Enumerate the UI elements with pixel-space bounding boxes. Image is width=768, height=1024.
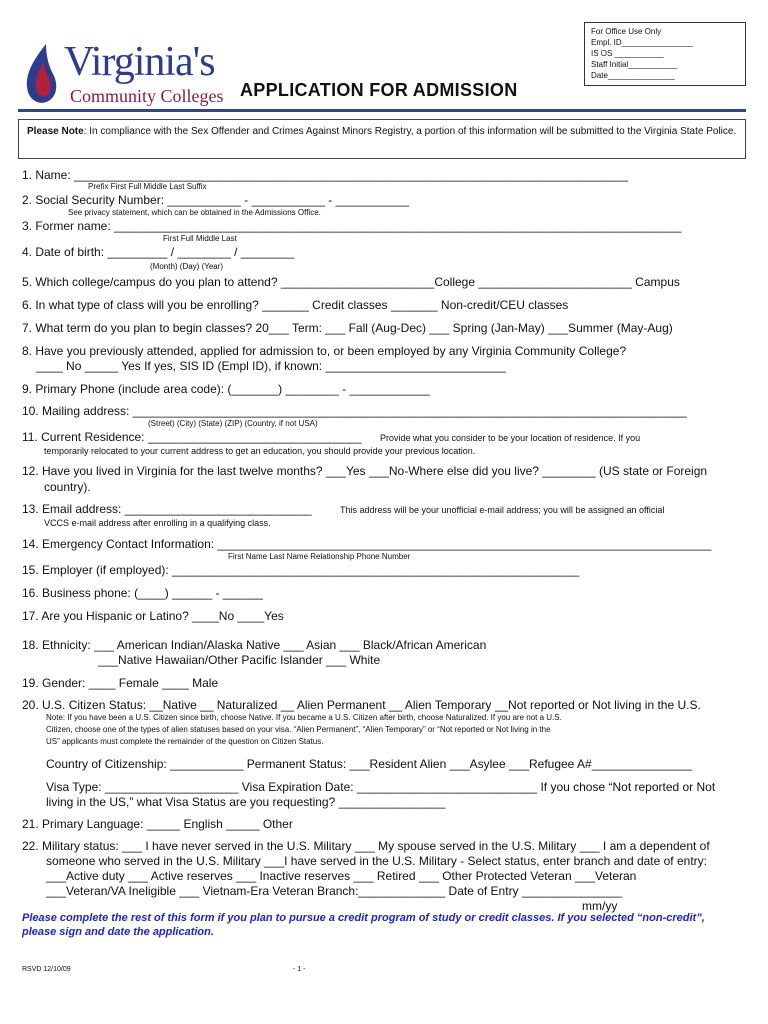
- office-use-box: [584, 22, 746, 86]
- page-title: APPLICATION FOR ADMISSION: [240, 80, 518, 100]
- form-line-q17[interactable]: 17. Are you Hispanic or Latino? ____No ____Yes: [22, 609, 284, 623]
- header-divider: [18, 109, 746, 112]
- form-line-q20n3: US” applicants must complete the remainder of the question on Citizen Status.: [46, 737, 324, 746]
- office-staff-initial[interactable]: Staff Initial___________: [591, 60, 678, 69]
- form-line-q21[interactable]: 21. Primary Language: _____ English _____ Other: [22, 817, 293, 831]
- form-line-q11r: Provide what you consider to be your location of residence. If you: [380, 433, 641, 443]
- form-line-q20v[interactable]: Visa Type: ____________________ Visa Expiration Date: ___________________________ If you chose “Not reported or Not: [46, 780, 716, 794]
- logo-wordmark: Virginia's: [64, 39, 215, 85]
- form-line-q13r: This address will be your unofficial e-mail address; you will be assigned an official: [340, 505, 665, 515]
- form-line-q7[interactable]: 7. What term do you plan to begin classes? 20___ Term: ___ Fall (Aug-Dec) ___ Spring (Jan-May) ___Summer (May-Aug): [22, 321, 673, 335]
- vccs-logo: [22, 38, 222, 110]
- form-line-q22c[interactable]: ___Active duty ___ Active reserves ___ Inactive reserves ___ Retired ___ Other Protected Veteran ___Veteran: [46, 869, 637, 883]
- form-line-q18b[interactable]: ___Native Hawaiian/Other Pacific Islander ___ White: [98, 653, 381, 667]
- form-line-q2[interactable]: 2. Social Security Number: ___________ - ___________ - ___________: [22, 193, 409, 207]
- form-line-q3-sub: First Full Middle Last: [163, 234, 237, 243]
- notice-lead: Please Note: [27, 126, 84, 137]
- form-line-q20n2: Citizen, choose one of the types of alien statuses based on your visa. “Alien Permanent”, “Alien Temporary” or “Not reported or Not living in the: [46, 725, 551, 734]
- form-line-q20[interactable]: 20. U.S. Citizen Status: __Native __ Naturalized __ Alien Permanent __ Alien Temporary __Not reported or Not living in the U.S.: [22, 698, 701, 712]
- form-line-q20n1: Note: If you have been a U.S. Citizen since birth, choose Native. If you became a U.S. Citizen after birth, choose Naturalized. If you are not a U.S.: [46, 713, 562, 722]
- office-is-os[interactable]: IS OS ___________: [591, 49, 664, 58]
- form-line-q9[interactable]: 9. Primary Phone (include area code): (_______) ________ - ____________: [22, 382, 430, 396]
- form-line-q1-sub: Prefix First Full Middle Last Suffix: [88, 182, 207, 191]
- form-line-q3[interactable]: 3. Former name: _____________________________________________________________________________________: [22, 219, 682, 233]
- form-line-q2-sub: See privacy statement, which can be obtained in the Admissions Office.: [68, 208, 321, 217]
- form-line-q6[interactable]: 6. In what type of class will you be enrolling? _______ Credit classes _______ Non-credit/CEU classes: [22, 298, 569, 312]
- instruction-line-1: Please complete the rest of this form if you plan to pursue a credit program of study or credit classes. If you selected “non-credit”,: [22, 912, 705, 924]
- form-line-q12b[interactable]: country).: [44, 480, 91, 494]
- form-line-q10[interactable]: 10. Mailing address: ___________________________________________________________________________________: [22, 404, 687, 418]
- page-number: - 1 -: [293, 966, 306, 973]
- office-empl-id[interactable]: Empl. ID________________: [591, 38, 693, 47]
- form-line-q16[interactable]: 16. Business phone: (____) ______ - ______: [22, 586, 263, 600]
- form-line-q4[interactable]: 4. Date of birth: _________ / ________ / ________: [22, 245, 295, 259]
- form-line-q10-sub: (Street) (City) (State) (ZIP) (Country, if not USA): [148, 419, 318, 428]
- office-date[interactable]: Date_______________: [591, 71, 675, 80]
- form-line-q22b[interactable]: someone who served in the U.S. Military ___I have served in the U.S. Military - Select status, enter branch and date of entry:: [46, 854, 707, 868]
- form-line-q14[interactable]: 14. Emergency Contact Information: __________________________________________________________________________: [22, 537, 712, 551]
- form-line-q15[interactable]: 15. Employer (if employed): _____________________________________________________________: [22, 563, 580, 577]
- form-line-q18[interactable]: 18. Ethnicity: ___ American Indian/Alaska Native ___ Asian ___ Black/African American: [22, 638, 487, 652]
- form-line-q11b: temporarily relocated to your current address to get an education, you should provide your previous location.: [44, 446, 476, 456]
- revision-code: RSVD 12/10/09: [22, 966, 71, 973]
- logo-subtitle: Community Colleges: [70, 86, 224, 106]
- form-line-q12[interactable]: 12. Have you lived in Virginia for the last twelve months? ___Yes ___No-Where else did you live? ________ (US state or Foreign: [22, 464, 708, 478]
- form-line-q1[interactable]: 1. Name: ___________________________________________________________________________________: [22, 168, 628, 182]
- form-line-q8b[interactable]: ____ No _____ Yes If yes, SIS ID (Empl ID), if known: ___________________________: [36, 359, 506, 373]
- form-line-q11[interactable]: 11. Current Residence: ________________________________: [22, 430, 362, 444]
- form-line-q22e[interactable]: mm/yy: [582, 899, 618, 913]
- form-line-q20c[interactable]: Country of Citizenship: ___________ Permanent Status: ___Resident Alien ___Asylee ___Refugee A#_______________: [46, 757, 692, 771]
- form-line-q19[interactable]: 19. Gender: ____ Female ____ Male: [22, 676, 219, 690]
- office-label: For Office Use Only: [591, 27, 662, 36]
- form-line-q5[interactable]: 5. Which college/campus do you plan to attend? _______________________College _______________________ Campus: [22, 275, 680, 289]
- form-line-q4-sub: (Month) (Day) (Year): [150, 262, 224, 271]
- form-line-q20v2[interactable]: living in the US,” what Visa Status are you requesting? ________________: [46, 795, 446, 809]
- notice-text: : In compliance with the Sex Offender and Crimes Against Minors Registry, a portion of this information will be submitted to the Virginia State Police.: [83, 126, 737, 137]
- form-line-q13[interactable]: 13. Email address: ____________________________: [22, 502, 312, 516]
- form-line-q8[interactable]: 8. Have you previously attended, applied for admission to, or been employed by any Virginia Community College?: [22, 344, 627, 358]
- form-line-q14-sub: First Name Last Name Relationship Phone Number: [228, 552, 411, 561]
- notice-box: [18, 119, 746, 159]
- form-line-q22[interactable]: 22. Military status: ___ I have never served in the U.S. Military ___ My spouse served in the U.S. Military ___ I am a dependent of: [22, 839, 710, 853]
- flame-logo-icon: [22, 40, 62, 110]
- instruction-line-2: please sign and date the application.: [22, 926, 214, 938]
- form-line-q22d[interactable]: ___Veteran/VA Ineligible ___ Vietnam-Era Veteran Branch:_____________ Date of Entry _______________: [46, 884, 622, 898]
- form-line-q13b: VCCS e-mail address after enrolling in a qualifying class.: [44, 518, 271, 528]
